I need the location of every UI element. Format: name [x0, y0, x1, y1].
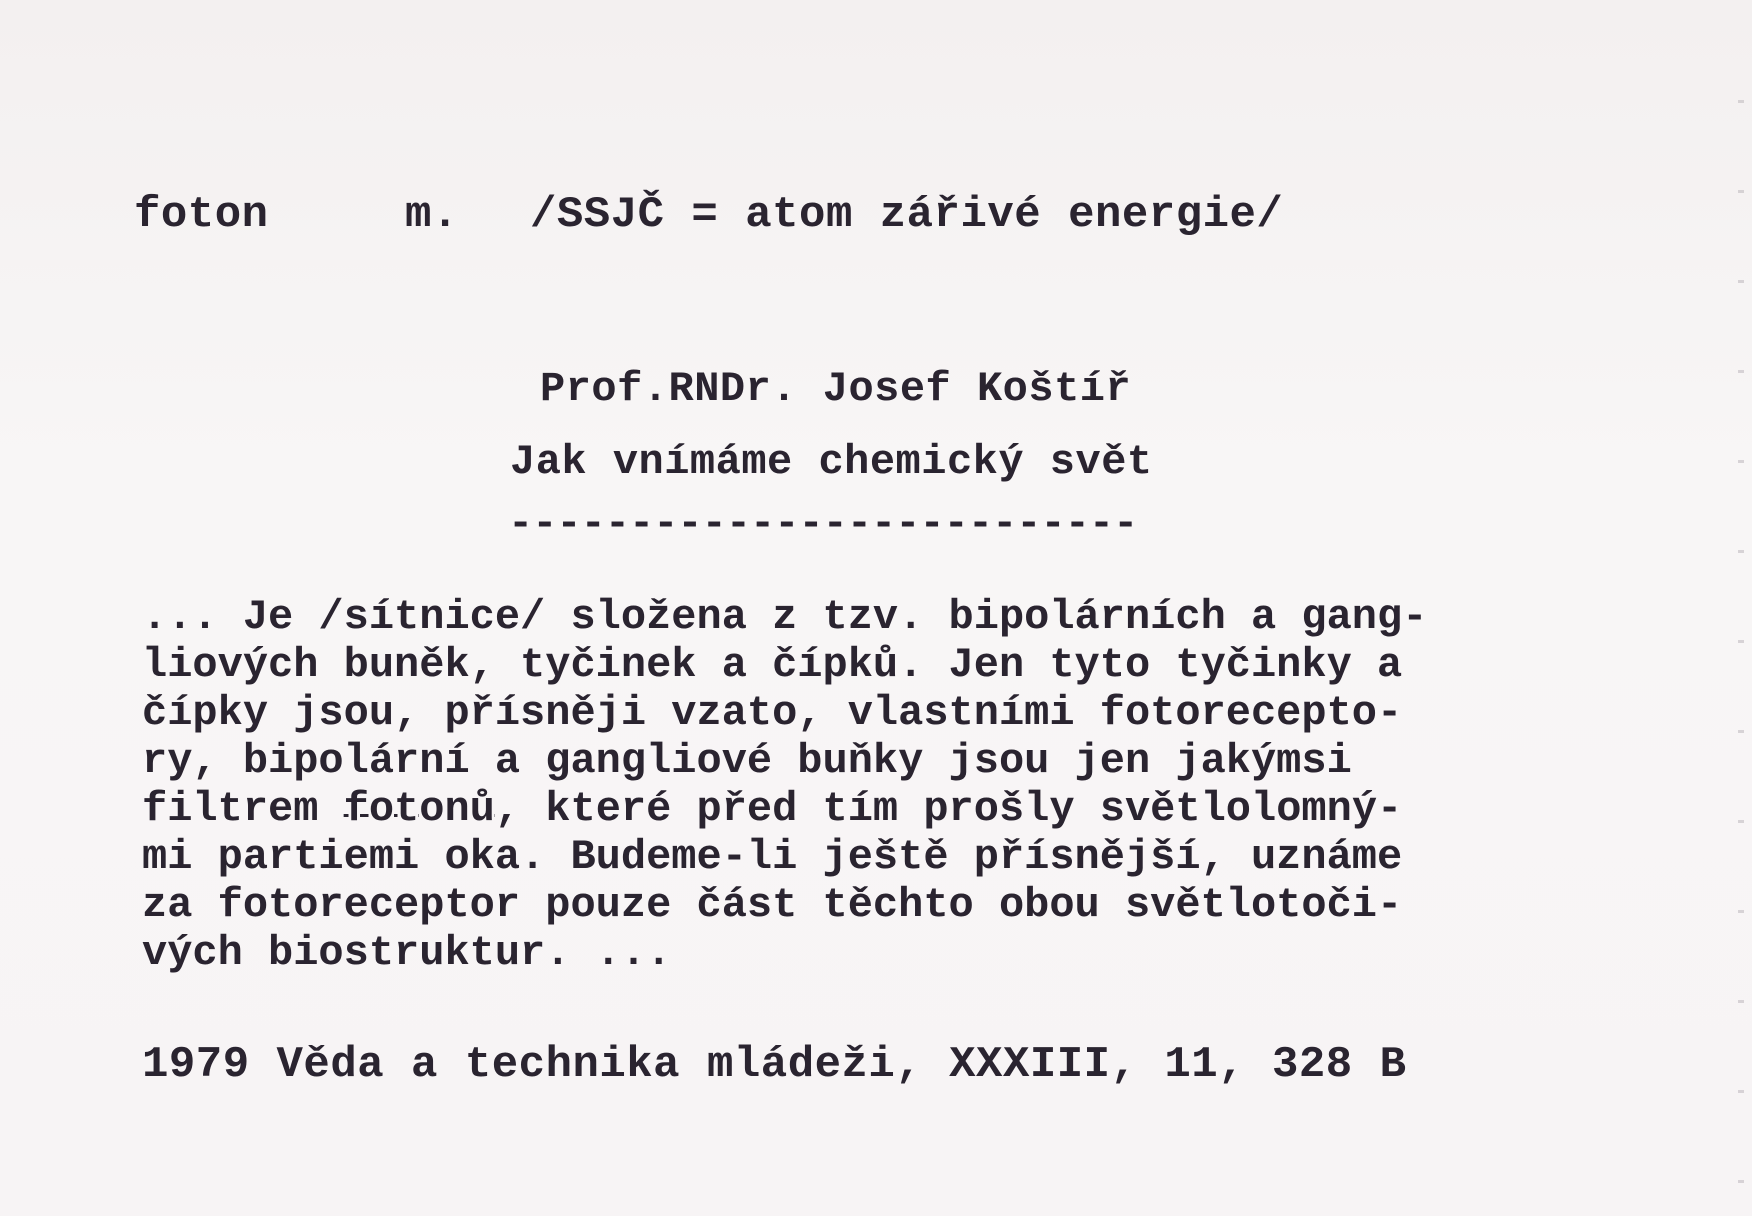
grammatical-gender: m.: [405, 190, 459, 240]
card-edge-perforation: [1738, 60, 1744, 1200]
excerpt-line: vých biostruktur. ...: [142, 929, 672, 977]
excerpt-line-part: filtrem: [142, 785, 344, 833]
excerpt-line: liových buněk, tyčinek a čípků. Jen tyto tyčinky a: [142, 641, 1403, 689]
excerpt-line: ry, bipolární a gangliové buňky jsou jen jakýmsi: [142, 737, 1352, 785]
citation-title: Jak vnímáme chemický svět: [510, 438, 1153, 486]
excerpt-line: ... Je /sítnice/ složena z tzv. bipolárních a gang-: [142, 593, 1428, 641]
excerpt-line: čípky jsou, přísněji vzato, vlastními fotorecepto-: [142, 689, 1403, 737]
title-divider: --------------------------: [508, 500, 1138, 548]
source-reference: 1979 Věda a technika mládeži, XXXIII, 11, 328 B: [142, 1040, 1407, 1090]
excerpt-line: [142, 785, 1712, 833]
underlined-headword: fotonů: [343, 785, 495, 833]
excerpt-line: mi partiemi oka. Budeme-li ještě přísnější, uznáme: [142, 833, 1403, 881]
dictionary-definition: /SSJČ = atom zářivé energie/: [530, 190, 1284, 240]
excerpt-line-part: , které před tím prošly světlolomný-: [494, 785, 1403, 833]
citation-author: Prof.RNDr. Josef Koštíř: [540, 365, 1132, 413]
excerpt-text: [142, 593, 1712, 977]
excerpt-line: za fotoreceptor pouze část těchto obou světlotoči-: [142, 881, 1403, 929]
headword: foton: [134, 190, 269, 240]
